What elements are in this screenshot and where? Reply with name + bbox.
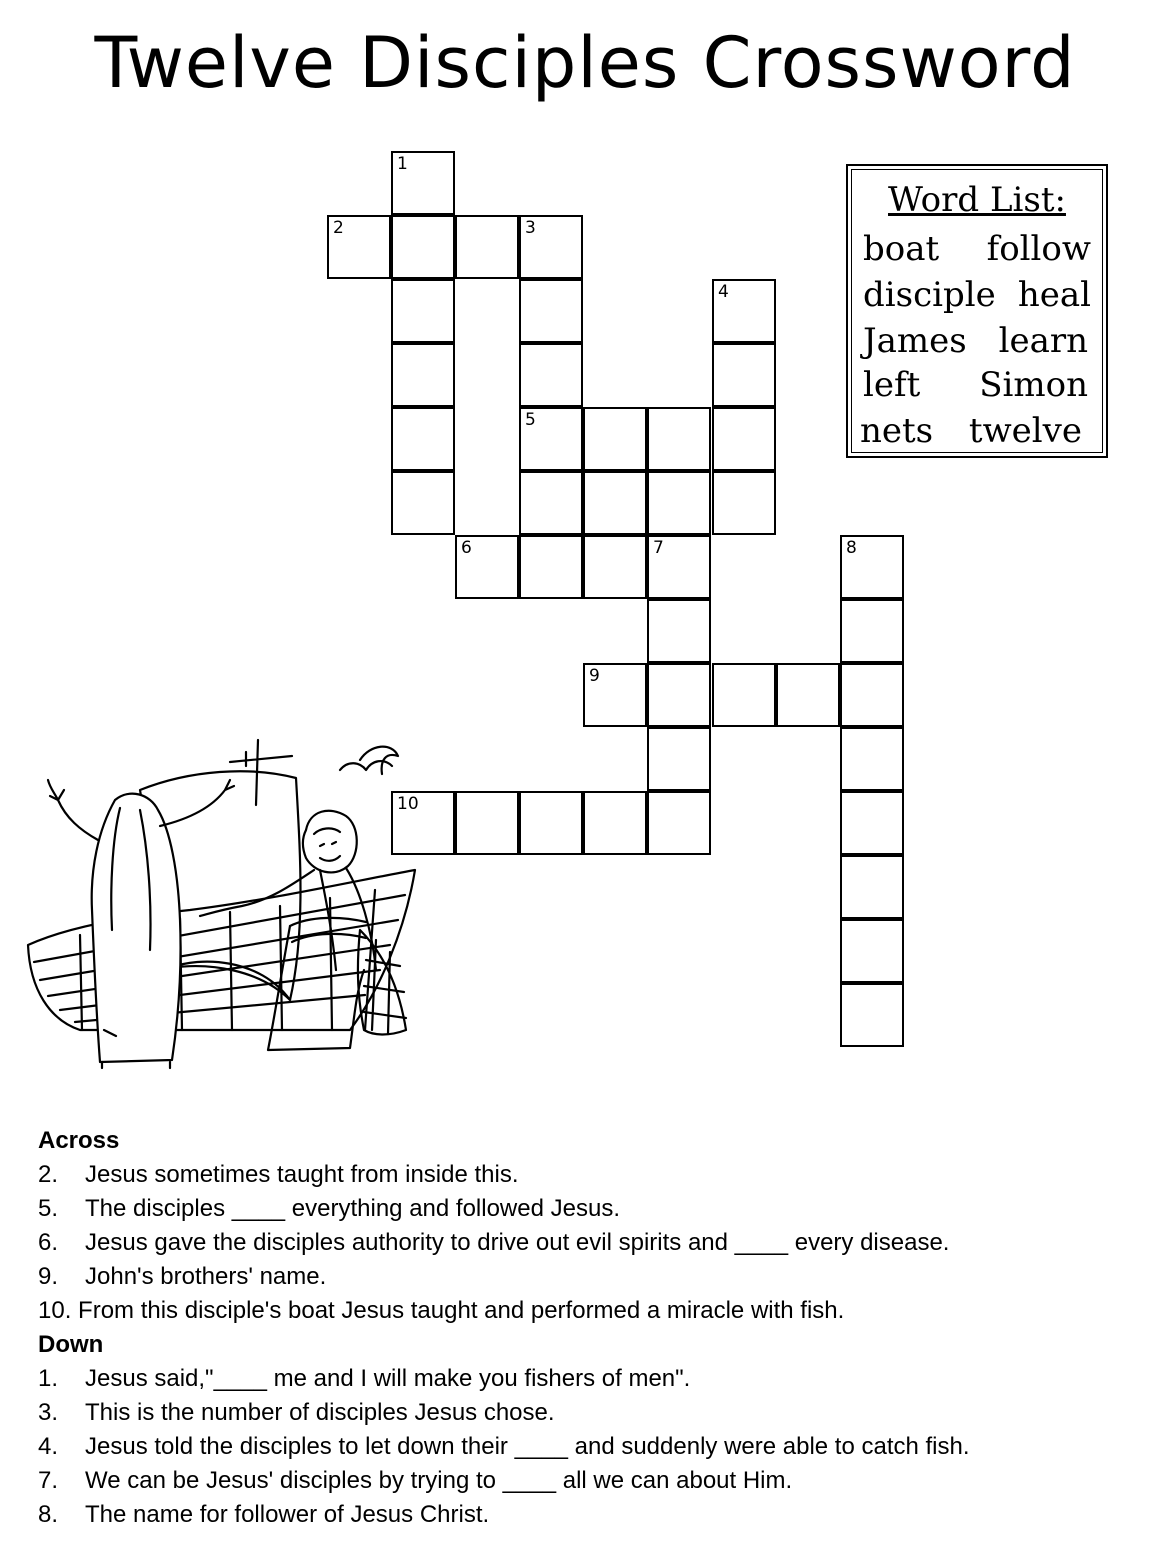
crossword-cell[interactable] bbox=[840, 855, 904, 919]
crossword-cell[interactable] bbox=[647, 663, 711, 727]
crossword-cell[interactable] bbox=[391, 279, 455, 343]
crossword-cell[interactable] bbox=[647, 535, 711, 599]
down-clue bbox=[38, 1362, 1158, 1396]
cell-number: 1 bbox=[397, 154, 408, 174]
crossword-cell[interactable] bbox=[840, 727, 904, 791]
crossword-cell[interactable] bbox=[391, 215, 455, 279]
word-list-item: twelve bbox=[968, 411, 1082, 451]
clue-text: Jesus gave the disciples authority to drive out evil spirits and ____ every disease. bbox=[85, 1229, 950, 1256]
clue-text: Jesus said,"____ me and I will make you fishers of men". bbox=[85, 1365, 691, 1392]
crossword-cell[interactable] bbox=[712, 407, 776, 471]
cell-number: 9 bbox=[589, 666, 600, 686]
clue-text: The disciples ____ everything and followed Jesus. bbox=[85, 1195, 620, 1222]
across-clue bbox=[38, 1192, 1158, 1226]
across-clue bbox=[38, 1294, 1158, 1328]
cell-number: 3 bbox=[525, 218, 536, 238]
word-list-title: Word List: bbox=[888, 180, 1066, 220]
word-list-item: boat bbox=[863, 229, 940, 269]
crossword-cell[interactable] bbox=[712, 663, 776, 727]
crossword-cell[interactable] bbox=[519, 471, 583, 535]
word-list-item: learn bbox=[998, 321, 1088, 361]
crossword-cell[interactable] bbox=[712, 471, 776, 535]
crossword-cell[interactable] bbox=[647, 727, 711, 791]
down-heading: Down bbox=[38, 1331, 104, 1358]
crossword-cell[interactable] bbox=[455, 791, 519, 855]
cell-number: 6 bbox=[461, 538, 472, 558]
cell-number: 7 bbox=[653, 538, 664, 558]
across-clue bbox=[38, 1158, 1158, 1192]
crossword-cell[interactable] bbox=[647, 599, 711, 663]
word-list-item: nets bbox=[860, 411, 934, 451]
word-list-item: Simon bbox=[979, 365, 1088, 405]
crossword-cell[interactable] bbox=[583, 407, 647, 471]
clue-number: 6. bbox=[38, 1229, 59, 1256]
page-title: Twelve Disciples Crossword bbox=[94, 22, 1076, 104]
crossword-cell[interactable] bbox=[391, 343, 455, 407]
crossword-cell[interactable] bbox=[519, 791, 583, 855]
crossword-cell[interactable] bbox=[391, 407, 455, 471]
crossword-cell[interactable] bbox=[840, 919, 904, 983]
crossword-cell[interactable] bbox=[519, 407, 583, 471]
cell-number: 2 bbox=[333, 218, 344, 238]
clue-number: 4. bbox=[38, 1433, 59, 1460]
crossword-cell[interactable] bbox=[776, 663, 840, 727]
word-list-item: heal bbox=[1017, 275, 1091, 315]
crossword-cell[interactable] bbox=[647, 791, 711, 855]
crossword-cell[interactable] bbox=[647, 407, 711, 471]
down-clue bbox=[38, 1498, 1158, 1532]
across-clue bbox=[38, 1226, 1158, 1260]
clue-text: John's brothers' name. bbox=[85, 1263, 327, 1290]
across-clue bbox=[38, 1260, 1158, 1294]
across-heading: Across bbox=[38, 1127, 120, 1154]
word-list-item: James bbox=[863, 321, 967, 361]
clue-number: 9. bbox=[38, 1263, 59, 1290]
crossword-cell[interactable] bbox=[840, 535, 904, 599]
word-list-box bbox=[846, 164, 1108, 458]
crossword-cell[interactable] bbox=[840, 599, 904, 663]
down-clue bbox=[38, 1464, 1158, 1498]
crossword-cell[interactable] bbox=[583, 535, 647, 599]
clue-text: From this disciple's boat Jesus taught and performed a miracle with fish. bbox=[78, 1297, 845, 1324]
down-clue bbox=[38, 1430, 1158, 1464]
clue-text: Jesus sometimes taught from inside this. bbox=[85, 1161, 519, 1188]
clue-number: 10. bbox=[38, 1297, 72, 1324]
crossword-cell[interactable] bbox=[583, 791, 647, 855]
crossword-cell[interactable] bbox=[647, 471, 711, 535]
crossword-cell[interactable] bbox=[391, 471, 455, 535]
clue-text: This is the number of disciples Jesus chose. bbox=[85, 1399, 555, 1426]
crossword-cell[interactable] bbox=[840, 791, 904, 855]
clue-text: We can be Jesus' disciples by trying to ____ all we can about Him. bbox=[85, 1467, 793, 1494]
crossword-cell[interactable] bbox=[327, 215, 391, 279]
cell-number: 8 bbox=[846, 538, 857, 558]
down-clue bbox=[38, 1396, 1158, 1430]
jesus-boat-illustration bbox=[20, 730, 440, 1080]
word-list-item: disciple bbox=[863, 275, 996, 315]
clue-number: 5. bbox=[38, 1195, 59, 1222]
crossword-cell[interactable] bbox=[391, 151, 455, 215]
cell-number: 4 bbox=[718, 282, 729, 302]
crossword-cell[interactable] bbox=[519, 535, 583, 599]
crossword-cell[interactable] bbox=[455, 215, 519, 279]
word-list-item: left bbox=[863, 365, 921, 405]
crossword-cell[interactable] bbox=[840, 983, 904, 1047]
clue-number: 7. bbox=[38, 1467, 59, 1494]
clue-number: 1. bbox=[38, 1365, 59, 1392]
clue-number: 2. bbox=[38, 1161, 59, 1188]
crossword-cell[interactable] bbox=[519, 279, 583, 343]
crossword-cell[interactable] bbox=[455, 535, 519, 599]
crossword-cell[interactable] bbox=[840, 663, 904, 727]
clue-text: Jesus told the disciples to let down their ____ and suddenly were able to catch fish. bbox=[85, 1433, 970, 1460]
clues-section bbox=[38, 1124, 1158, 1532]
cell-number: 10 bbox=[397, 794, 419, 814]
crossword-cell[interactable] bbox=[583, 663, 647, 727]
clue-number: 3. bbox=[38, 1399, 59, 1426]
clue-text: The name for follower of Jesus Christ. bbox=[85, 1501, 490, 1528]
crossword-cell[interactable] bbox=[712, 279, 776, 343]
crossword-cell[interactable] bbox=[712, 343, 776, 407]
crossword-cell[interactable] bbox=[583, 471, 647, 535]
clue-number: 8. bbox=[38, 1501, 59, 1528]
word-list-item: follow bbox=[986, 229, 1091, 269]
crossword-cell[interactable] bbox=[519, 343, 583, 407]
cell-number: 5 bbox=[525, 410, 536, 430]
crossword-cell[interactable] bbox=[519, 215, 583, 279]
